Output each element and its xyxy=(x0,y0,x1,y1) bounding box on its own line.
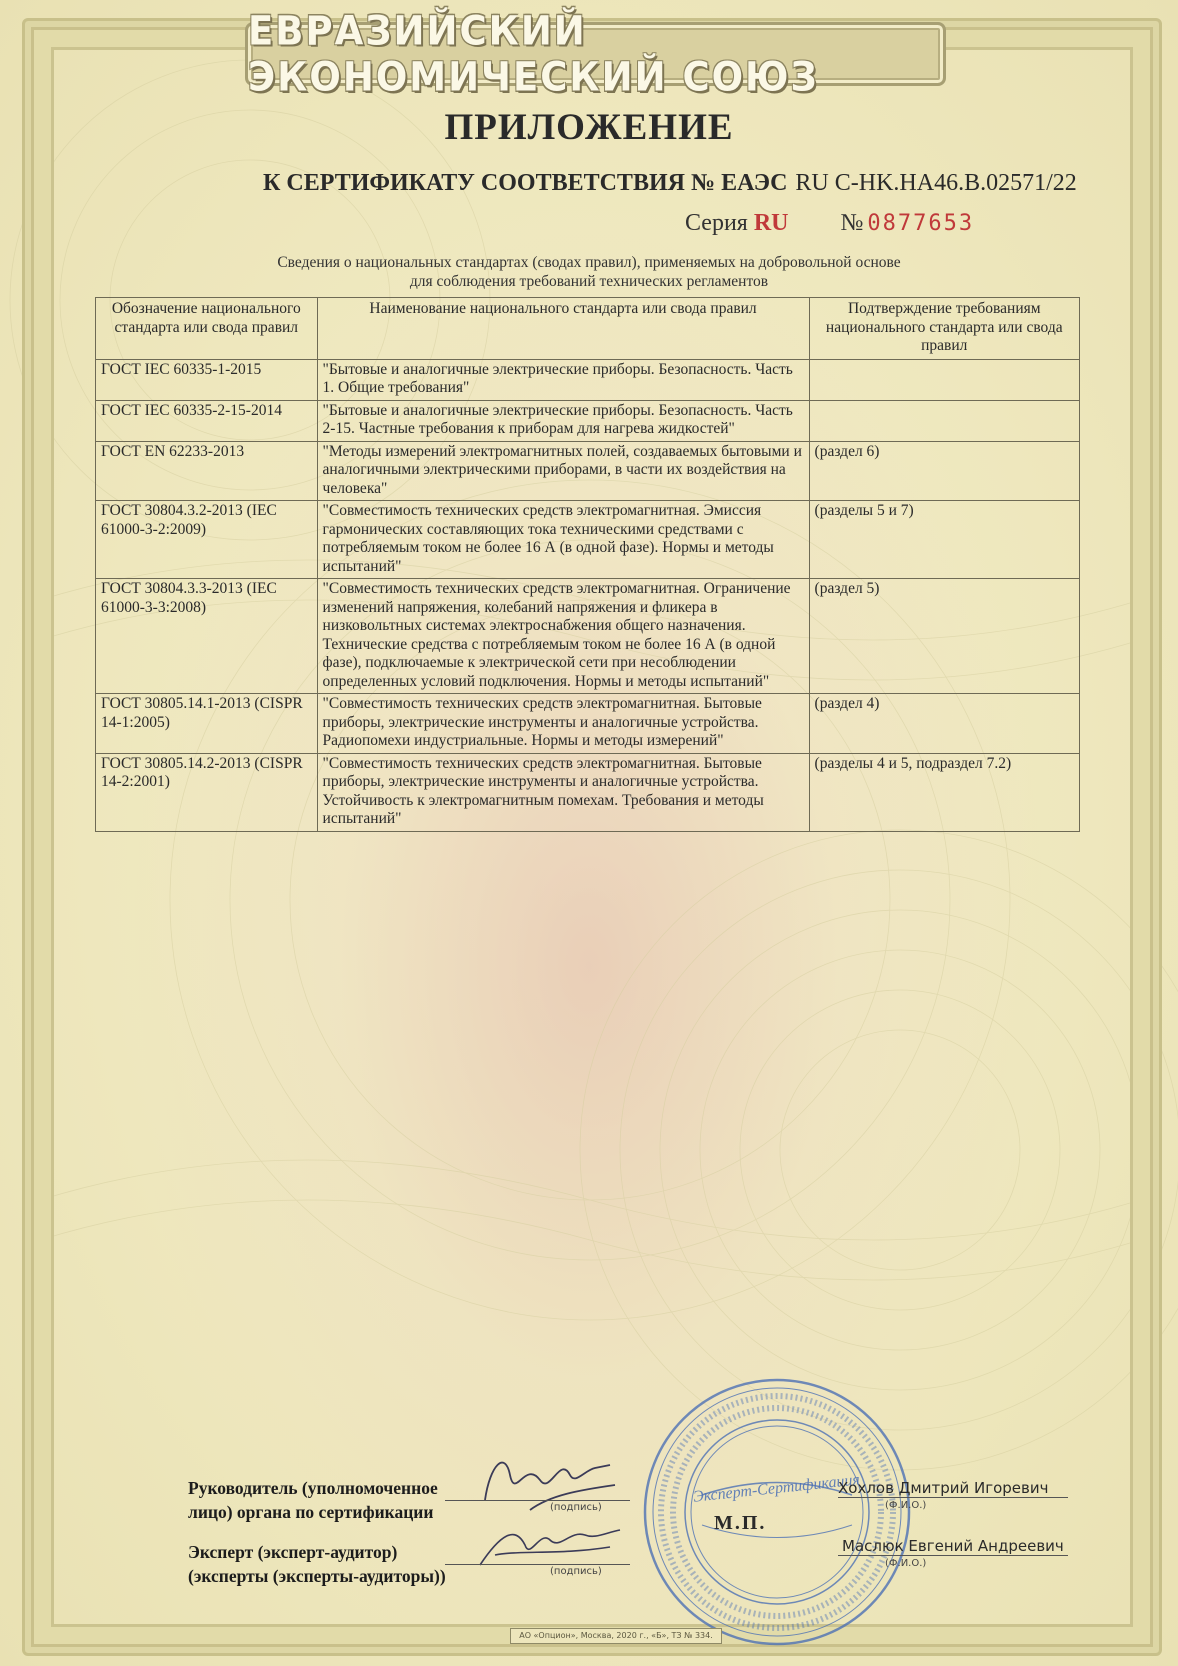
expert-name: Маслюк Евгений Андреевич xyxy=(842,1537,1064,1555)
series-line xyxy=(685,210,974,237)
standards-table xyxy=(95,297,1080,832)
head-label-line-1: Руководитель (уполномоченное xyxy=(188,1478,438,1498)
expert-label-line-1: Эксперт (эксперт-аудитор) xyxy=(188,1542,398,1562)
cell-code: ГОСТ 30805.14.2-2013 (CISPR 14-2:2001) xyxy=(96,753,318,831)
union-banner xyxy=(245,7,946,101)
certificate-line xyxy=(263,170,1077,197)
cell-confirm: (разделы 4 и 5, подраздел 7.2) xyxy=(809,753,1079,831)
stamp-place-label: М.П. xyxy=(714,1512,767,1534)
cell-confirm xyxy=(809,400,1079,441)
cell-name: "Методы измерений электромагнитных полей, создаваемых бытовыми и аналогичными электрическими приборами, в части их воздействия на человека" xyxy=(317,441,809,501)
intro-line-1: Сведения о национальных стандартах (сводах правил), применяемых на добровольной основе xyxy=(277,254,901,271)
cell-confirm: (раздел 6) xyxy=(809,441,1079,501)
cell-code: ГОСТ 30804.3.3-2013 (IEC 61000-3-3:2008) xyxy=(96,579,318,694)
expert-sign-caption: (подпись) xyxy=(550,1566,602,1577)
table-header-row xyxy=(96,298,1080,360)
expert-label-line-2: (эксперты (эксперты-аудиторы)) xyxy=(188,1566,446,1586)
cell-confirm: (разделы 5 и 7) xyxy=(809,501,1079,579)
header-confirm: Подтверждение требованиям национального стандарта или свода правил xyxy=(809,298,1079,360)
header-code: Обозначение национального стандарта или свода правил xyxy=(96,298,318,360)
cell-name: "Совместимость технических средств электромагнитная. Бытовые приборы, электрические инструменты и аналогичные устройства. Устойчивость к электромагнитным помехам. Требования и методы испытаний" xyxy=(317,753,809,831)
cell-name: "Совместимость технических средств электромагнитная. Ограничение изменений напряжения, колебаний напряжения и фликера в низковольтных системах электроснабжения общего назначения. Технические средства с потребляемым током не более 16 А (в одной фазе), подключаемые к электрической сети при несоблюдении определенных условий подключения. Нормы и методы испытаний" xyxy=(317,579,809,694)
expert-name-line xyxy=(838,1555,1068,1556)
head-name-caption: (Ф.И.О.) xyxy=(885,1500,927,1511)
cell-name: "Совместимость технических средств электромагнитная. Бытовые приборы, электрические инструменты и аналогичные устройства. Радиопомехи индустриальные. Нормы и методы измерений" xyxy=(317,694,809,754)
cell-code: ГОСТ 30805.14.1-2013 (CISPR 14-1:2005) xyxy=(96,694,318,754)
certification-stamp xyxy=(640,1375,915,1650)
head-name: Хохлов Дмитрий Игоревич xyxy=(838,1479,1049,1497)
expert-name-caption: (Ф.И.О.) xyxy=(885,1558,927,1569)
expert-sign-line xyxy=(445,1564,630,1565)
certificate-label: К СЕРТИФИКАТУ СООТВЕТСТВИЯ № ЕАЭС xyxy=(263,170,788,196)
stamp-center-text: Эксперт-Сертификация xyxy=(692,1471,861,1506)
cell-confirm xyxy=(809,359,1079,400)
cell-code: ГОСТ IEC 60335-2-15-2014 xyxy=(96,400,318,441)
intro-text xyxy=(0,253,1178,291)
cell-confirm: (раздел 5) xyxy=(809,579,1079,694)
header-name: Наименование национального стандарта или свода правил xyxy=(317,298,809,360)
cell-code: ГОСТ IEC 60335-1-2015 xyxy=(96,359,318,400)
page-title: ПРИЛОЖЕНИЕ xyxy=(444,107,734,148)
cell-name: "Совместимость технических средств электромагнитная. Эмиссия гармонических составляющих тока техническими средствами с потребляемым током не более 16 А (в одной фазе). Нормы и методы испытаний" xyxy=(317,501,809,579)
table-row xyxy=(96,441,1080,501)
cell-confirm: (раздел 4) xyxy=(809,694,1079,754)
cell-code: ГОСТ EN 62233-2013 xyxy=(96,441,318,501)
head-sign-line xyxy=(445,1500,630,1501)
banner-title: ЕВРАЗИЙСКИЙ ЭКОНОМИЧЕСКИЙ СОЮЗ xyxy=(248,7,819,101)
table-row xyxy=(96,579,1080,694)
number-label: № xyxy=(840,210,864,236)
table-row xyxy=(96,694,1080,754)
head-name-line xyxy=(838,1497,1068,1498)
cell-name: "Бытовые и аналогичные электрические приборы. Безопасность. Часть 1. Общие требования" xyxy=(317,359,809,400)
table-row xyxy=(96,501,1080,579)
head-label-line-2: лицо) органа по сертификации xyxy=(188,1502,434,1522)
table-row xyxy=(96,359,1080,400)
number-value: 0877653 xyxy=(867,211,975,236)
head-sign-caption: (подпись) xyxy=(550,1502,602,1513)
expert-signature-row xyxy=(188,1540,446,1588)
print-info: АО «Опцион», Москва, 2020 г., «Б», ТЗ № 334. xyxy=(510,1628,722,1644)
intro-line-2: для соблюдения требований технических регламентов xyxy=(409,273,769,290)
cell-name: "Бытовые и аналогичные электрические приборы. Безопасность. Часть 2-15. Частные требования к приборам для нагрева жидкостей" xyxy=(317,400,809,441)
certificate-number: RU C-HK.HA46.B.02571/22 xyxy=(795,170,1077,196)
table-row xyxy=(96,753,1080,831)
cell-code: ГОСТ 30804.3.2-2013 (IEC 61000-3-2:2009) xyxy=(96,501,318,579)
series-value: RU xyxy=(753,210,789,236)
head-signature-row xyxy=(188,1476,438,1524)
table-row xyxy=(96,400,1080,441)
series-label: Серия xyxy=(685,210,748,236)
